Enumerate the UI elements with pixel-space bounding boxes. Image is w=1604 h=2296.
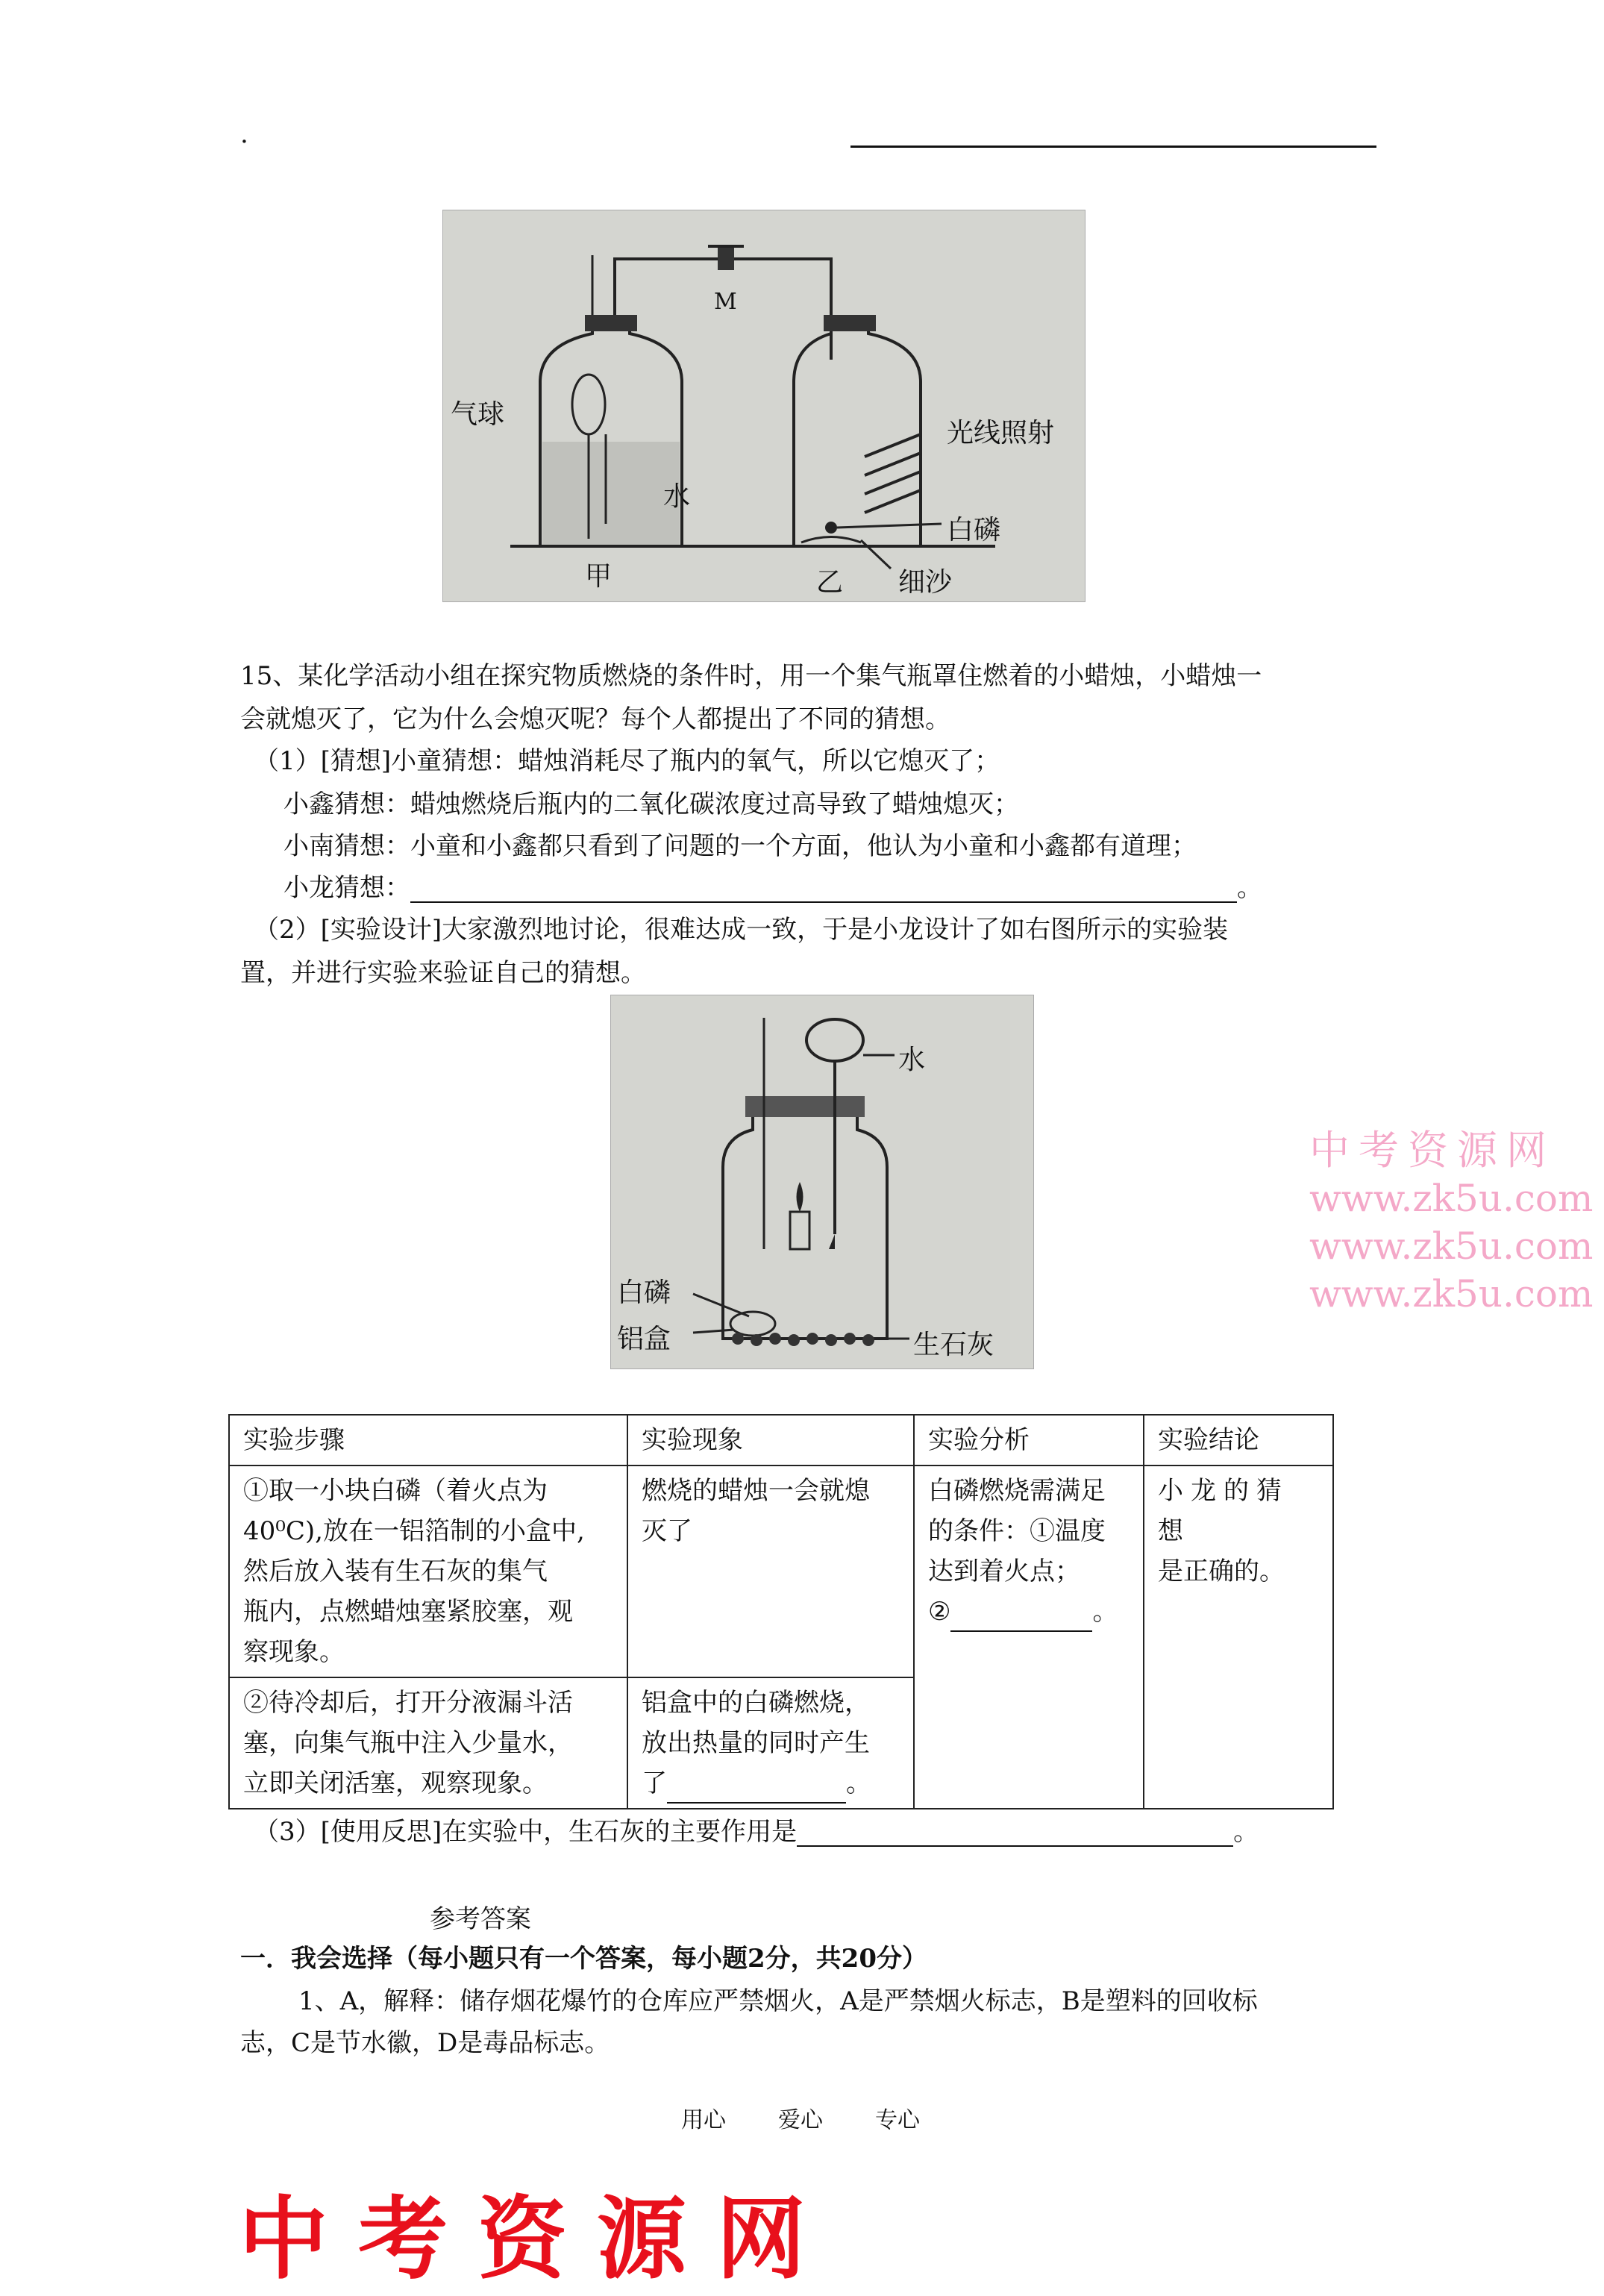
q15-design-1: （2）[实验设计]大家激烈地讨论，很难达成一致，于是小龙设计了如右图所示的实验装: [254, 915, 1229, 945]
conclusion-line: 是正确的。: [1158, 1557, 1285, 1586]
q15-intro-1: 15、某化学活动小组在探究物质燃烧的条件时，用一个集气瓶罩住燃着的小蜡烛，小蜡烛一: [240, 661, 1262, 691]
conclusion-cell: [1144, 1466, 1333, 1809]
row1-phenomenon: [627, 1466, 914, 1677]
table-row: [229, 1466, 1333, 1677]
analysis-line: 的条件：①温度: [928, 1516, 1106, 1546]
leader-phosphorus-2: [693, 1294, 749, 1316]
sand: [801, 537, 861, 543]
fig2-label-al-box: 铝盒: [617, 1324, 671, 1354]
row2-phen-line: 放出热量的同时产生: [642, 1728, 870, 1758]
clamp-m: [718, 248, 734, 270]
figure-apparatus-jia-yi: [442, 210, 1085, 602]
table-header-row: [229, 1415, 1333, 1466]
q15-guess-3: 小南猜想：小童和小鑫都只看到了问题的一个方面，他认为小童和小鑫都有道理；: [283, 831, 1197, 861]
q15-reflect: [254, 1817, 1259, 1847]
row2-phen-line: 铝盒中的白磷燃烧，: [642, 1688, 870, 1718]
experiment-table: [228, 1414, 1334, 1809]
watermark-url-2: www.zk5u.com: [1309, 1224, 1594, 1268]
funnel-tip: [829, 1234, 835, 1249]
conclusion-line: 小龙的猜想: [1158, 1476, 1289, 1546]
row2-blank-prefix: 了: [642, 1768, 667, 1798]
candle: [790, 1212, 809, 1249]
q15-design-2: 置，并进行实验来验证自己的猜想。: [240, 958, 646, 988]
guess-4-blank[interactable]: [410, 878, 1237, 903]
row1-phen-line: 燃烧的蜡烛一会就熄: [642, 1476, 870, 1506]
row2-step-line: 立即关闭活塞，观察现象。: [243, 1768, 548, 1798]
row2-step-line: 塞，向集气瓶中注入少量水，: [243, 1728, 573, 1758]
answer-1-line-1: 1、A，解释：储存烟花爆竹的仓库应严禁烟火，A是严禁烟火标志，B是塑料的回收标: [298, 1986, 1258, 2016]
row2-period: 。: [846, 1768, 871, 1798]
analysis-blank[interactable]: [950, 1607, 1092, 1632]
row1-step-line: 察现象。: [243, 1637, 345, 1667]
analysis-blank-line: [928, 1592, 1130, 1632]
fig1-label-yi: 乙: [816, 567, 844, 598]
fig1-label-water: 水: [663, 481, 691, 512]
fig2-label-lime: 生石灰: [913, 1330, 994, 1360]
row1-step-line: 然后放入装有生石灰的集气: [243, 1557, 548, 1586]
q15-guess-1: （1）[猜想]小童猜想：蜡烛消耗尽了瓶内的氧气，所以它熄灭了；: [254, 746, 1000, 776]
th-analysis: 实验分析: [914, 1415, 1144, 1466]
row2-phenomenon: [627, 1677, 914, 1809]
footer-logo: 中考资源网: [239, 2188, 836, 2292]
answers-section-1: 一．我会选择（每小题只有一个答案，每小题2分，共20分）: [240, 1944, 927, 1974]
reflect-blank[interactable]: [797, 1821, 1233, 1847]
motto-1: 用心: [681, 2107, 726, 2133]
row1-step-line: 40⁰C),放在一铝箔制的小盒中,: [243, 1516, 585, 1546]
balloon: [572, 375, 605, 434]
th-phenomenon: 实验现象: [627, 1415, 914, 1466]
row2-phenomenon-blank[interactable]: [667, 1778, 846, 1804]
analysis-cell: [914, 1466, 1144, 1809]
analysis-line: 白磷燃烧需满足: [928, 1476, 1106, 1506]
bottle-yi: [794, 322, 921, 546]
row1-step: [229, 1466, 627, 1677]
fig1-label-jia: 甲: [585, 561, 613, 592]
q15-intro-2: 会就熄灭了，它为什么会熄灭呢？每个人都提出了不同的猜想。: [240, 704, 950, 734]
water-jia: [542, 442, 680, 545]
candle-jar-diagram: [611, 995, 1033, 1368]
row1-phen-line: 灭了: [642, 1516, 692, 1546]
fig2-label-white-p: 白磷: [617, 1277, 671, 1308]
row2-phen-blank-line: [642, 1763, 900, 1804]
light-ray-4: [865, 490, 921, 513]
analysis-blank-prefix: ②: [928, 1597, 951, 1627]
watermark-site-name: 中考资源网: [1309, 1127, 1556, 1174]
th-conclusion: 实验结论: [1144, 1415, 1333, 1466]
row2-step: [229, 1677, 627, 1809]
light-ray-1: [865, 434, 921, 457]
side-watermark: [1309, 1127, 1593, 1318]
white-phosphorus-dot: [825, 522, 837, 534]
guess-4-period: 。: [1237, 873, 1262, 903]
fig1-label-white-p: 白磷: [947, 515, 1001, 545]
header-rule: [850, 146, 1376, 148]
fig1-label-balloon: 气球: [451, 399, 505, 430]
answer-1-line-2: 志，C是节水徽，D是毒品标志。: [240, 2028, 610, 2058]
watermark-url-3: www.zk5u.com: [1309, 1272, 1594, 1316]
leader-sand: [861, 540, 891, 569]
q15-guess-4: [283, 873, 1262, 903]
reflect-period: 。: [1233, 1817, 1259, 1847]
guess-4-label: 小龙猜想：: [283, 873, 410, 903]
stopper-jia: [585, 315, 637, 331]
light-ray-2: [865, 453, 921, 475]
leader-al-box: [693, 1330, 734, 1333]
light-ray-3: [865, 472, 921, 494]
reflect-label: （3）[使用反思]在实验中，生石灰的主要作用是: [254, 1817, 798, 1847]
figure-candle-jar: [610, 995, 1034, 1369]
stopper-yi: [824, 315, 876, 331]
fig1-label-m: M: [714, 289, 737, 315]
fig1-label-light: 光线照射: [947, 418, 1055, 448]
q15-guess-2: 小鑫猜想：蜡烛燃烧后瓶内的二氧化碳浓度过高导致了蜡烛熄灭；: [283, 789, 1019, 819]
analysis-line: 达到着火点；: [928, 1557, 1080, 1586]
row1-step-line: ①取一小块白磷（着火点为: [243, 1476, 548, 1506]
fig1-label-sand: 细沙: [898, 567, 953, 598]
analysis-period: 。: [1092, 1597, 1118, 1627]
motto-2: 爱心: [778, 2107, 823, 2133]
fig2-label-water: 水: [898, 1045, 926, 1075]
jar: [723, 1107, 887, 1339]
separatory-funnel: [806, 1019, 863, 1061]
row2-step-line: ②待冷却后，打开分液漏斗活: [243, 1688, 573, 1718]
aluminum-box: [730, 1312, 775, 1336]
footer-motto: [681, 2106, 920, 2136]
leader-phosphorus: [837, 524, 942, 528]
watermark-url-1: www.zk5u.com: [1309, 1177, 1594, 1220]
answers-title: 参考答案: [430, 1904, 531, 1934]
header-dot: .: [240, 119, 248, 149]
candle-flame: [797, 1182, 803, 1212]
row1-step-line: 瓶内，点燃蜡烛塞紧胶塞，观: [243, 1597, 573, 1627]
motto-3: 专心: [875, 2107, 920, 2133]
th-step: 实验步骤: [229, 1415, 627, 1466]
